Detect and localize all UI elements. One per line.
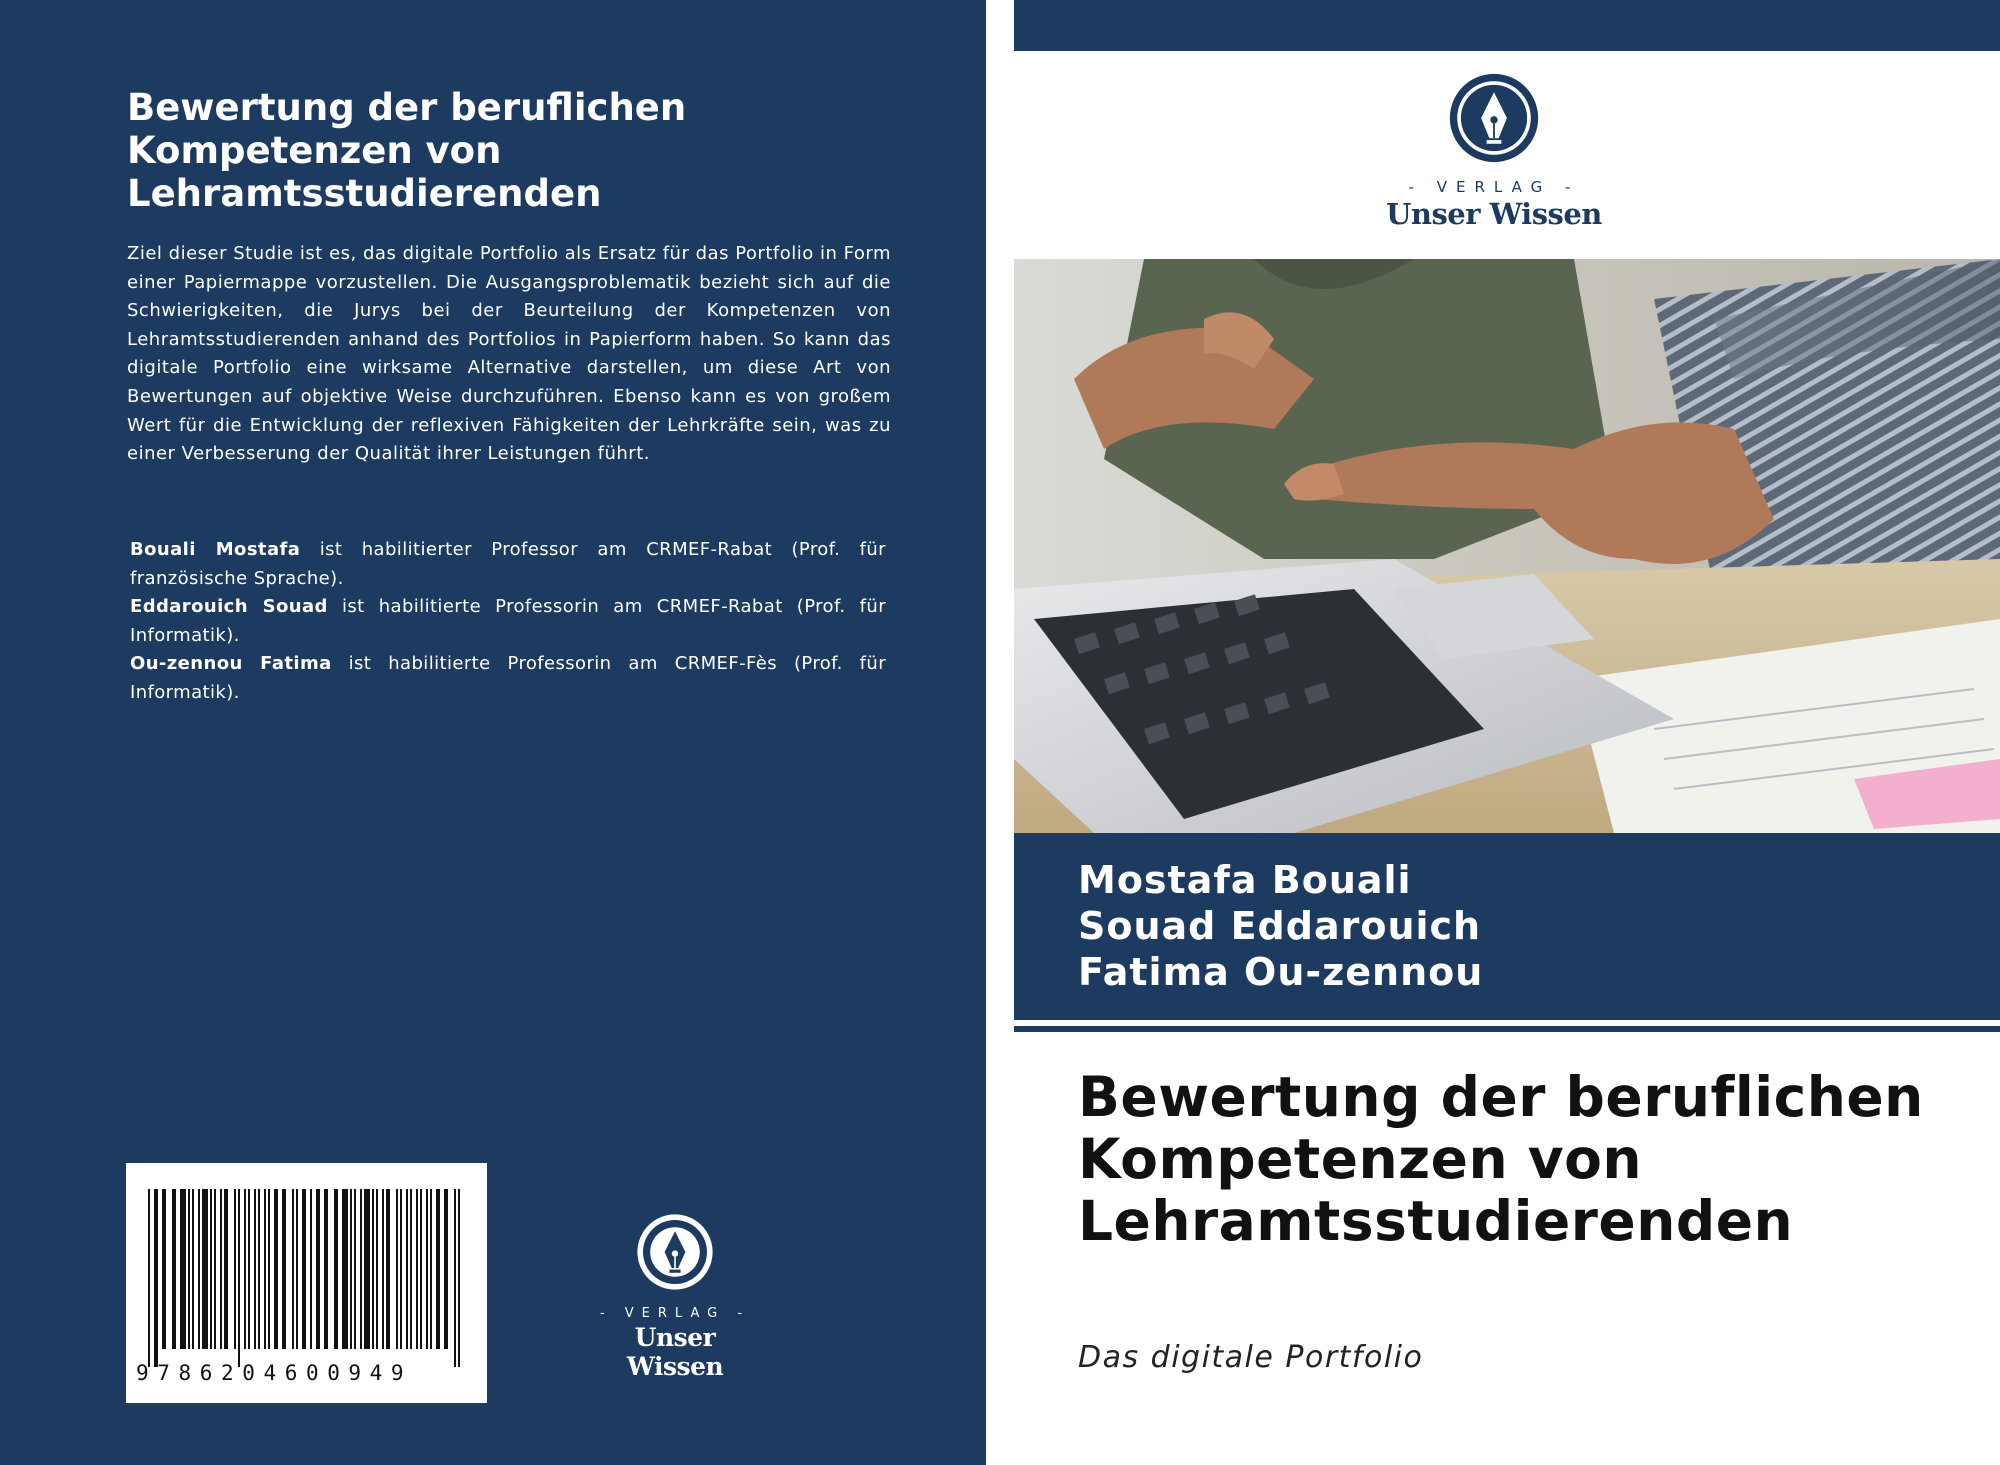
barcode-bar: [268, 1189, 270, 1349]
bio-text: ist habilitierte Professorin am CRMEF-Fès (Prof. für Informatik).: [130, 653, 886, 703]
barcode-bar: [458, 1189, 460, 1367]
divider-rule: [1014, 1026, 2000, 1032]
barcode-bar: [316, 1189, 320, 1349]
barcode-bar: [426, 1189, 428, 1349]
back-cover: [0, 0, 986, 1465]
front-publisher-logo: [1384, 72, 1604, 231]
barcode-bar: [436, 1189, 440, 1349]
author-name: Mostafa Bouali: [1078, 858, 1412, 902]
barcode-bar: [334, 1189, 338, 1349]
barcode-bar: [214, 1189, 216, 1349]
bio-name: Eddarouich Souad: [130, 596, 328, 618]
fountain-pen-nib-icon: [635, 1212, 715, 1292]
barcode-bar: [282, 1189, 286, 1349]
barcode-bar: [324, 1189, 328, 1349]
barcode-bar: [350, 1189, 352, 1349]
barcode-bar: [234, 1189, 236, 1349]
cover-photo: [1014, 259, 2000, 833]
barcode-bar: [342, 1189, 348, 1349]
barcode-bar: [444, 1189, 448, 1349]
spine-gap: [986, 0, 1014, 1465]
back-cover-blurb: Ziel dieser Studie ist es, das digitale Portfolio als Ersatz für das Portfolio in Form einer Papiermappe vorzustellen. Die Ausgangsproblematik bezieht sich auf die Schwierigkeiten, die Jurys bei der Beurteilung der Kompetenzen von Lehramtsstudierenden anhand des Portfolios in Papierform haben. So kann das digitale Portfolio eine wirksame Alternative darstellen, um diese Art von Bewertungen auf objektive Weise durchzuführen. Ebenso kann es von großem Wert für die Entwicklung der reflexiven Fähigkeiten der Lehrkräfte sein, was zu einer Verbesserung der Qualität ihrer Leistungen führt.: [127, 243, 891, 465]
bio-name: Ou-zennou Fatima: [130, 653, 332, 675]
barcode-bar: [430, 1189, 432, 1349]
back-cover-title: Bewertung der beruflichen Kompetenzen von Lehramtsstudierenden: [127, 86, 687, 215]
author-name: Souad Eddarouich: [1078, 904, 1482, 948]
front-cover: [1014, 0, 2000, 1465]
bio-text: ist habilitierte Professorin am CRMEF-Rabat (Prof. für Informatik).: [130, 596, 886, 646]
barcode-bar: [360, 1189, 362, 1349]
bio-text: ist habilitierter Professor am CRMEF-Rabat (Prof. für französische Sprache).: [130, 539, 886, 589]
bio-name: Bouali Mostafa: [130, 539, 301, 560]
barcode-bar: [396, 1189, 398, 1349]
back-publisher-logo: [585, 1212, 765, 1381]
top-color-bar: [1014, 0, 2000, 51]
barcode-bar: [180, 1189, 186, 1349]
publisher-verlag-label: - VERLAG -: [599, 1306, 751, 1321]
barcode-bar: [406, 1189, 408, 1349]
barcode-bar: [382, 1189, 384, 1349]
barcode-bar: [296, 1189, 298, 1349]
authors-band: [1014, 833, 2000, 1020]
barcode-bar: [220, 1189, 222, 1349]
barcode-bar: [372, 1189, 374, 1349]
barcode-bar: [258, 1189, 260, 1349]
barcode-bar: [274, 1189, 278, 1349]
barcode-bar: [354, 1189, 356, 1349]
barcode-bar: [292, 1189, 294, 1349]
barcode-bar: [416, 1189, 418, 1349]
barcode-bar: [386, 1189, 390, 1349]
author-bio: [130, 536, 886, 593]
front-cover-title: Bewertung der beruflichen Kompetenzen von Lehramtsstudierenden: [1078, 1065, 1924, 1253]
barcode-bar: [210, 1189, 212, 1349]
author-name: Fatima Ou-zennou: [1078, 950, 1484, 994]
front-cover-subtitle: Das digitale Portfolio: [1078, 1340, 1424, 1375]
barcode-bar: [154, 1189, 158, 1367]
barcode-bar: [364, 1189, 370, 1349]
fountain-pen-nib-icon: [1448, 72, 1540, 164]
author-bio: [130, 593, 886, 650]
barcode-bar: [172, 1189, 176, 1349]
people-pointing-at-laptop-photo: [1014, 259, 2000, 833]
barcode-bar: [254, 1189, 256, 1349]
barcode-bar: [310, 1189, 312, 1349]
barcode-bar: [420, 1189, 422, 1349]
barcode-bar: [410, 1189, 412, 1349]
publisher-name: Unser Wissen: [626, 1323, 724, 1381]
barcode-bar: [244, 1189, 246, 1349]
barcode-bar: [224, 1189, 228, 1349]
publisher-verlag-label: - VERLAG -: [1408, 178, 1580, 196]
barcode-bar: [376, 1189, 378, 1349]
author-bios: [130, 536, 886, 708]
barcode-bar: [202, 1189, 208, 1349]
barcode-bar: [302, 1189, 306, 1349]
barcode-bar: [454, 1189, 456, 1367]
barcode-bar: [264, 1189, 266, 1349]
author-bio: [130, 650, 886, 707]
author-list: [1078, 857, 1483, 995]
barcode-bar: [148, 1189, 150, 1367]
barcode-bar: [238, 1189, 240, 1367]
barcode-bars: [148, 1189, 466, 1367]
isbn-digits: 9786204600949: [136, 1361, 413, 1385]
barcode-bar: [198, 1189, 200, 1349]
isbn-barcode: [126, 1163, 487, 1403]
barcode-bar: [192, 1189, 194, 1349]
barcode-bar: [188, 1189, 190, 1349]
barcode-bar: [400, 1189, 402, 1349]
publisher-name: Unser Wissen: [1386, 197, 1602, 231]
barcode-bar: [162, 1189, 166, 1349]
barcode-bar: [248, 1189, 250, 1349]
